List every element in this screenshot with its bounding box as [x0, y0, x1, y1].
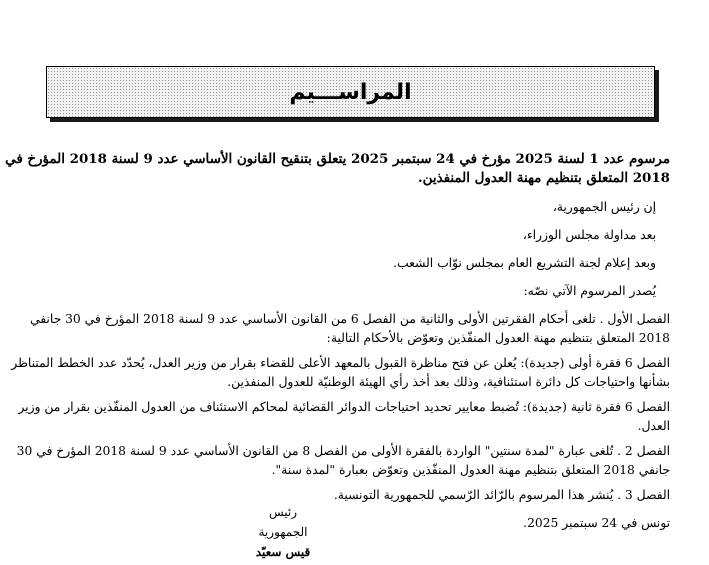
- article-6-paragraph-2: [19, 398, 671, 436]
- article-6-p2-line-1: الفصل 6 فقرة ثانية (جديدة): تُضبط معايير تحديد احتياجات الدوائر القضائية لمحاكم الاستئناف من العدول المنفّذين بقرار من وزير: [19, 400, 671, 414]
- signature-role: رئيس الجمهورية: [259, 505, 309, 539]
- article-6-p1-line-2: بشأنها واحتياجات كل دائرة استئنافية، وذلك بعد أخذ رأي الهيئة الوطنيّة للعدول المنفذين.: [228, 375, 671, 389]
- article-2-line-1: الفصل 2 . تُلغى عبارة "لمدة سنتين" الواردة بالفقرة الأولى من الفصل 8 من القانون الأساسي عدد 9 لسنة 2018 المؤرخ في 30: [17, 444, 671, 458]
- section-header-box: [47, 66, 656, 118]
- article-1-line-2: 2018 المتعلق بتنظيم مهنة العدول المنفّذين وتعوّض بالأحكام التالية:: [327, 331, 671, 345]
- article-1: [30, 310, 671, 348]
- section-title: المراســـيم: [290, 79, 413, 105]
- decree-title-line-2: 2018 المتعلق بتنظيم مهنة العدول المنفذين.: [419, 170, 671, 186]
- signature-name: قيس سعيّد: [256, 545, 312, 559]
- article-1-line-1: الفصل الأول . تلغى أحكام الفقرتين الأولى والثانية من الفصل 6 من القانون الأساسي عدد 9 لسنة 2018 المؤرخ في 30 جانفي: [30, 312, 671, 326]
- preamble-council: بعد مداولة مجلس الوزراء،: [523, 228, 657, 242]
- decree-body: [6, 150, 671, 542]
- decree-title: [6, 150, 671, 188]
- preamble-issues: يُصدر المرسوم الآتي نصّه:: [524, 284, 657, 298]
- article-6-p2-line-2: العدل.: [638, 419, 671, 433]
- preamble-committee: وبعد إعلام لجنة التشريع العام بمجلس نوّاب الشعب.: [394, 256, 657, 270]
- decree-title-line-1: مرسوم عدد 1 لسنة 2025 مؤرخ في 24 سبتمبر 2025 يتعلق بتنقيح القانون الأساسي عدد 9 لسنة 2018 المؤرخ في: [6, 151, 671, 167]
- article-2-line-2: جانفي 2018 المتعلق بتنظيم مهنة العدول المنفّذين وتعوّض بعبارة "لمدة سنة".: [272, 463, 671, 477]
- article-3: الفصل 3 . يُنشر هذا المرسوم بالرّائد الرّسمي للجمهورية التونسية.: [334, 488, 671, 502]
- article-6-paragraph-1: [12, 354, 671, 392]
- article-6-p1-line-1: الفصل 6 فقرة أولى (جديدة): يُعلن عن فتح مناظرة القبول بالمعهد الأعلى للقضاء بقرار من وزير العدل، يُحدّد عدد الخطط المتناظر: [12, 356, 671, 370]
- signature-block: [244, 502, 324, 562]
- issue-date: تونس في 24 سبتمبر 2025.: [524, 516, 671, 530]
- preamble-president: إن رئيس الجمهورية،: [553, 200, 657, 214]
- article-2: [17, 442, 671, 480]
